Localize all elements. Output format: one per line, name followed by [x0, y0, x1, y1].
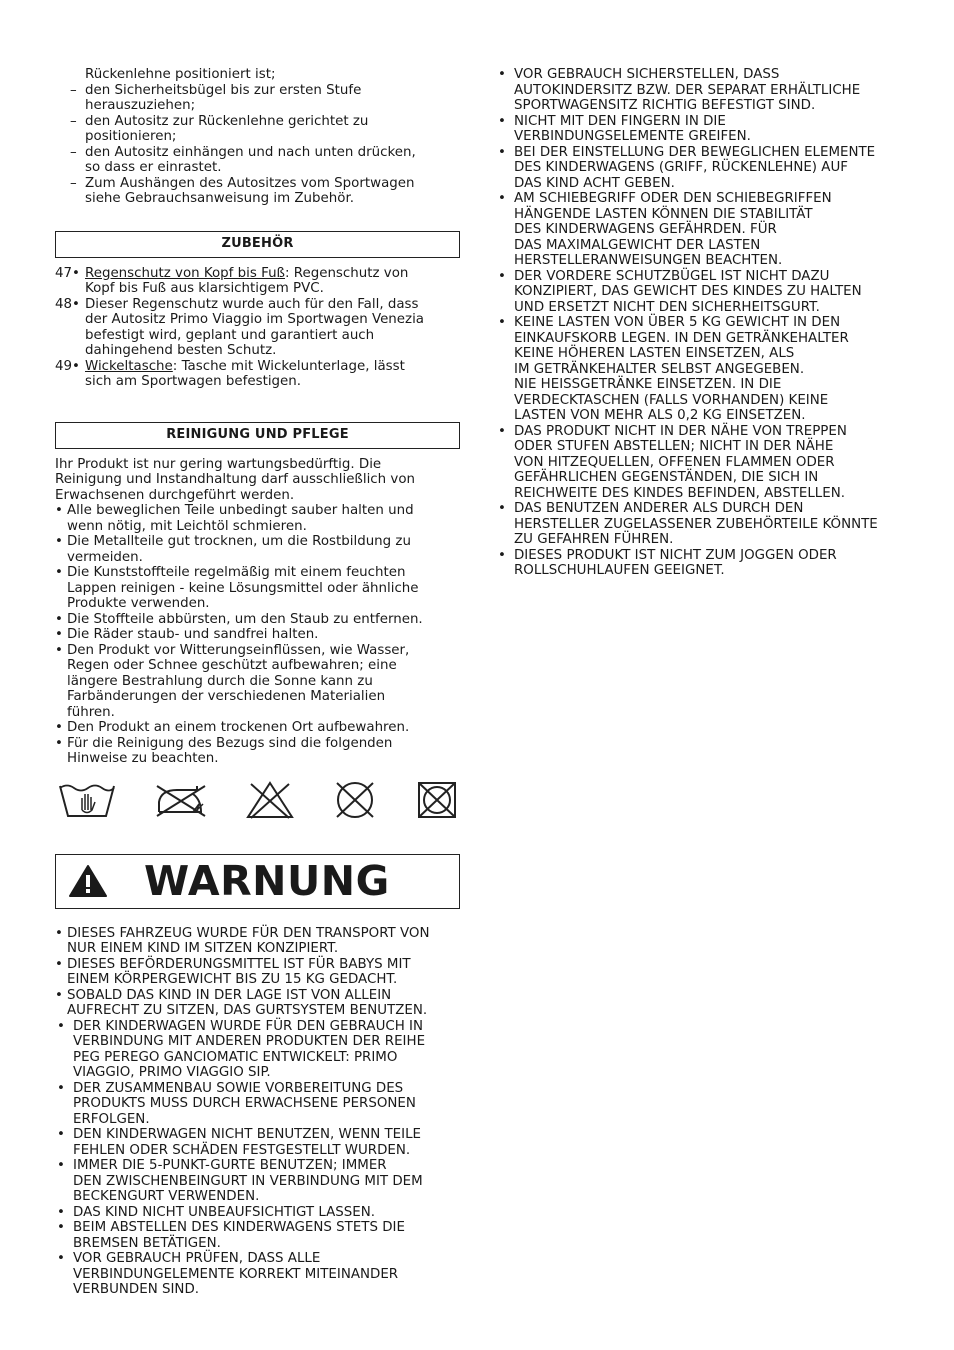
attach-step: – den Autositz einhängen und nach unten drücken, so dass er einrastet.: [55, 145, 460, 176]
right-column: [498, 67, 903, 579]
warning-item: • BEIM ABSTELLEN DES KINDERWAGENS STETS DIE BREMSEN BETÄTIGEN.: [57, 1220, 405, 1251]
attach-step: – den Sicherheitsbügel bis zur ersten Stufe herauszuziehen;: [55, 83, 460, 114]
attach-step: – Zum Aushängen des Autositzes vom Sportwagen siehe Gebrauchsanweisung im Zubehör.: [55, 176, 460, 207]
zubehoer-list: [55, 266, 460, 390]
warning-item: • DIESES FAHRZEUG WURDE FÜR DEN TRANSPORT VON NUR EINEM KIND IM SITZEN KONZIPIERT.: [55, 925, 430, 956]
care-bullet: • Die Stoffteile abbürsten, um den Staub zu entfernen.: [55, 611, 423, 627]
warning-item: • KEINE LASTEN VON ÜBER 5 KG GEWICHT IN DEN EINKAUFSKORB LEGEN. IN DEN GETRÄNKEHALTER KEINE HÖHEREN LASTEN EINSETZEN, ALS IM GETRÄNKEHALTER SELBST ANGEGEBEN. NIE HEISSGETRÄNKE EINSETZEN. IN DIE VERDECKTASCHEN (FALLS VORHANDEN) KEINE LASTEN VON MEHR ALS 0,2 KG EINSETZEN.: [498, 315, 849, 423]
warning-triangle-icon: [68, 864, 108, 898]
warning-list-left: [55, 926, 460, 1298]
reinigung-list: [55, 503, 460, 767]
reinigung-intro: Ihr Produkt ist nur gering wartungsbedürftig. Die Reinigung und Instandhaltung darf ausschließlich von Erwachsenen durchgeführt werden.: [55, 456, 416, 503]
do-not-bleach-icon: [245, 780, 295, 820]
zubehoer-item: 48• Dieser Regenschutz wurde auch für den Fall, dass der Autositz Primo Viaggio im Sportwagen Venezia befestigt wird, geplant und garantiert auch dahingehend besten Schutz.: [55, 296, 424, 358]
care-bullet: • Alle beweglichen Teile unbedingt sauber halten und wenn nötig, mit Leichtöl schmieren.: [55, 503, 414, 534]
care-bullet: • Den Produkt vor Witterungseinflüssen, wie Wasser, Regen oder Schnee geschützt aufbewahren; eine längere Bestrahlung durch die Sonne kann zu Farbänderungen der verschiedenen Materialien führen.: [55, 642, 410, 720]
warning-item: • DAS BENUTZEN ANDERER ALS DURCH DEN HERSTELLER ZUGELASSENER ZUBEHÖRTEILE KÖNNTE ZU GEFAHREN FÜHREN.: [498, 501, 878, 547]
warning-item: • DAS PRODUKT NICHT IN DER NÄHE VON TREPPEN ODER STUFEN ABSTELLEN; NICHT IN DER NÄHE VON HITZEQUELLEN, OFFENEN FLAMMEN ODER GEFÄHRLICHEN GEGENSTÄNDEN, DIE SICH IN REICHWEITE DES KINDES BEFINDEN, ABSTELLEN.: [498, 423, 847, 501]
warning-item: • DER VORDERE SCHUTZBÜGEL IST NICHT DAZU KONZIPIERT, DAS GEWICHT DES KINDES ZU HALTEN UND ERSETZT NICHT DEN SICHERHEITSGURT.: [498, 268, 862, 315]
attach-step: – den Autositz zur Rückenlehne gerichtet zu positionieren;: [55, 114, 460, 145]
care-bullet: • Für die Reinigung des Bezugs sind die folgenden Hinweise zu beachten.: [55, 735, 393, 766]
warning-item: • DER KINDERWAGEN WURDE FÜR DEN GEBRAUCH IN VERBINDUNG MIT ANDEREN PRODUKTEN DER REIHE PEG PEREGO GANCIOMATIC ENTWICKELT: PRIMO VIAGGIO, PRIMO VIAGGIO SIP.: [57, 1018, 426, 1080]
warning-item: • AM SCHIEBEGRIFF ODER DEN SCHIEBEGRIFFEN HÄNGENDE LASTEN KÖNNEN DIE STABILITÄT DES KINDERWAGENS GEFÄHRDEN. FÜR DAS MAXIMALGEWICHT DER LASTEN HERSTELLERANWEISUNGEN BEACHTEN.: [498, 191, 832, 268]
warning-item: • BEI DER EINSTELLUNG DER BEWEGLICHEN ELEMENTE DES KINDERWAGENS (GRIFF, RÜCKENLEHNE) AUF DAS KIND ACHT GEBEN.: [498, 144, 876, 191]
zubehoer-item: 49• Wickeltasche: Tasche mit Wickelunterlage, lässt sich am Sportwagen befestigen.: [55, 358, 405, 389]
warning-item: • NICHT MIT DEN FINGERN IN DIE VERBINDUNGSELEMENTE GREIFEN.: [498, 113, 751, 144]
warning-title: WARNUNG: [144, 857, 390, 905]
zubehoer-item: 47• Regenschutz von Kopf bis Fuß: Regenschutz von Kopf bis Fuß aus klarsichtigem PVC.: [55, 265, 409, 296]
warning-item: • VOR GEBRAUCH PRÜFEN, DASS ALLE VERBINDUNGELEMENTE KORREKT MITEINANDER VERBUNDEN SIND.: [57, 1251, 399, 1297]
care-symbols: [55, 777, 460, 823]
attach-steps-list: [55, 83, 460, 207]
warning-item: • SOBALD DAS KIND IN DER LAGE IST VON ALLEIN AUFRECHT ZU SITZEN, DAS GURTSYSTEM BENUTZEN.: [55, 987, 428, 1018]
care-bullet: • Die Metallteile gut trocknen, um die Rostbildung zu vermeiden.: [55, 534, 411, 565]
care-bullet: • Die Kunststoffteile regelmäßig mit einem feuchten Lappen reinigen - keine Lösungsmittel oder ähnliche Produkte verwenden.: [55, 565, 419, 611]
hand-wash-icon: [57, 780, 117, 820]
do-not-iron-icon: [153, 780, 209, 820]
do-not-tumble-dry-icon: [416, 780, 458, 820]
intro-continuation: Rückenlehne positioniert ist;: [85, 67, 276, 82]
warning-item: • DIESES BEFÖRDERUNGSMITTEL IST FÜR BABYS MIT EINEM KÖRPERGEWICHT BIS ZU 15 KG GEDACHT.: [55, 956, 411, 987]
warning-list-right: [498, 67, 903, 579]
zubehoer-heading: ZUBEHÖR: [55, 231, 460, 258]
care-bullet: • Die Räder staub- und sandfrei halten.: [55, 627, 319, 642]
warning-item: • DER ZUSAMMENBAU SOWIE VORBEREITUNG DES PRODUKTS MUSS DURCH ERWACHSENE PERSONEN ERFOLGEN.: [57, 1080, 416, 1127]
warning-heading-box: [55, 854, 460, 909]
left-column: [55, 67, 460, 1298]
warning-item: • IMMER DIE 5-PUNKT-GURTE BENUTZEN; IMMER DEN ZWISCHENBEINGURT IN VERBINDUNG MIT DEM BECKENGURT VERWENDEN.: [57, 1158, 423, 1204]
warning-item: • DAS KIND NICHT UNBEAUFSICHTIGT LASSEN.: [57, 1204, 376, 1220]
do-not-dry-clean-icon: [330, 780, 380, 820]
warning-item: • DIESES PRODUKT IST NICHT ZUM JOGGEN ODER ROLLSCHUHLAUFEN GEEIGNET.: [498, 547, 837, 578]
care-bullet: • Den Produkt an einem trockenen Ort aufbewahren.: [55, 720, 410, 735]
warning-item: • VOR GEBRAUCH SICHERSTELLEN, DASS AUTOKINDERSITZ BZW. DER SEPARAT ERHÄLTLICHE SPORTWAGENSITZ RICHTIG BEFESTIGT SIND.: [498, 67, 861, 113]
warning-item: • DEN KINDERWAGEN NICHT BENUTZEN, WENN TEILE FEHLEN ODER SCHÄDEN FESTGESTELLT WURDEN.: [57, 1127, 421, 1158]
reinigung-heading: REINIGUNG UND PFLEGE: [55, 422, 460, 449]
